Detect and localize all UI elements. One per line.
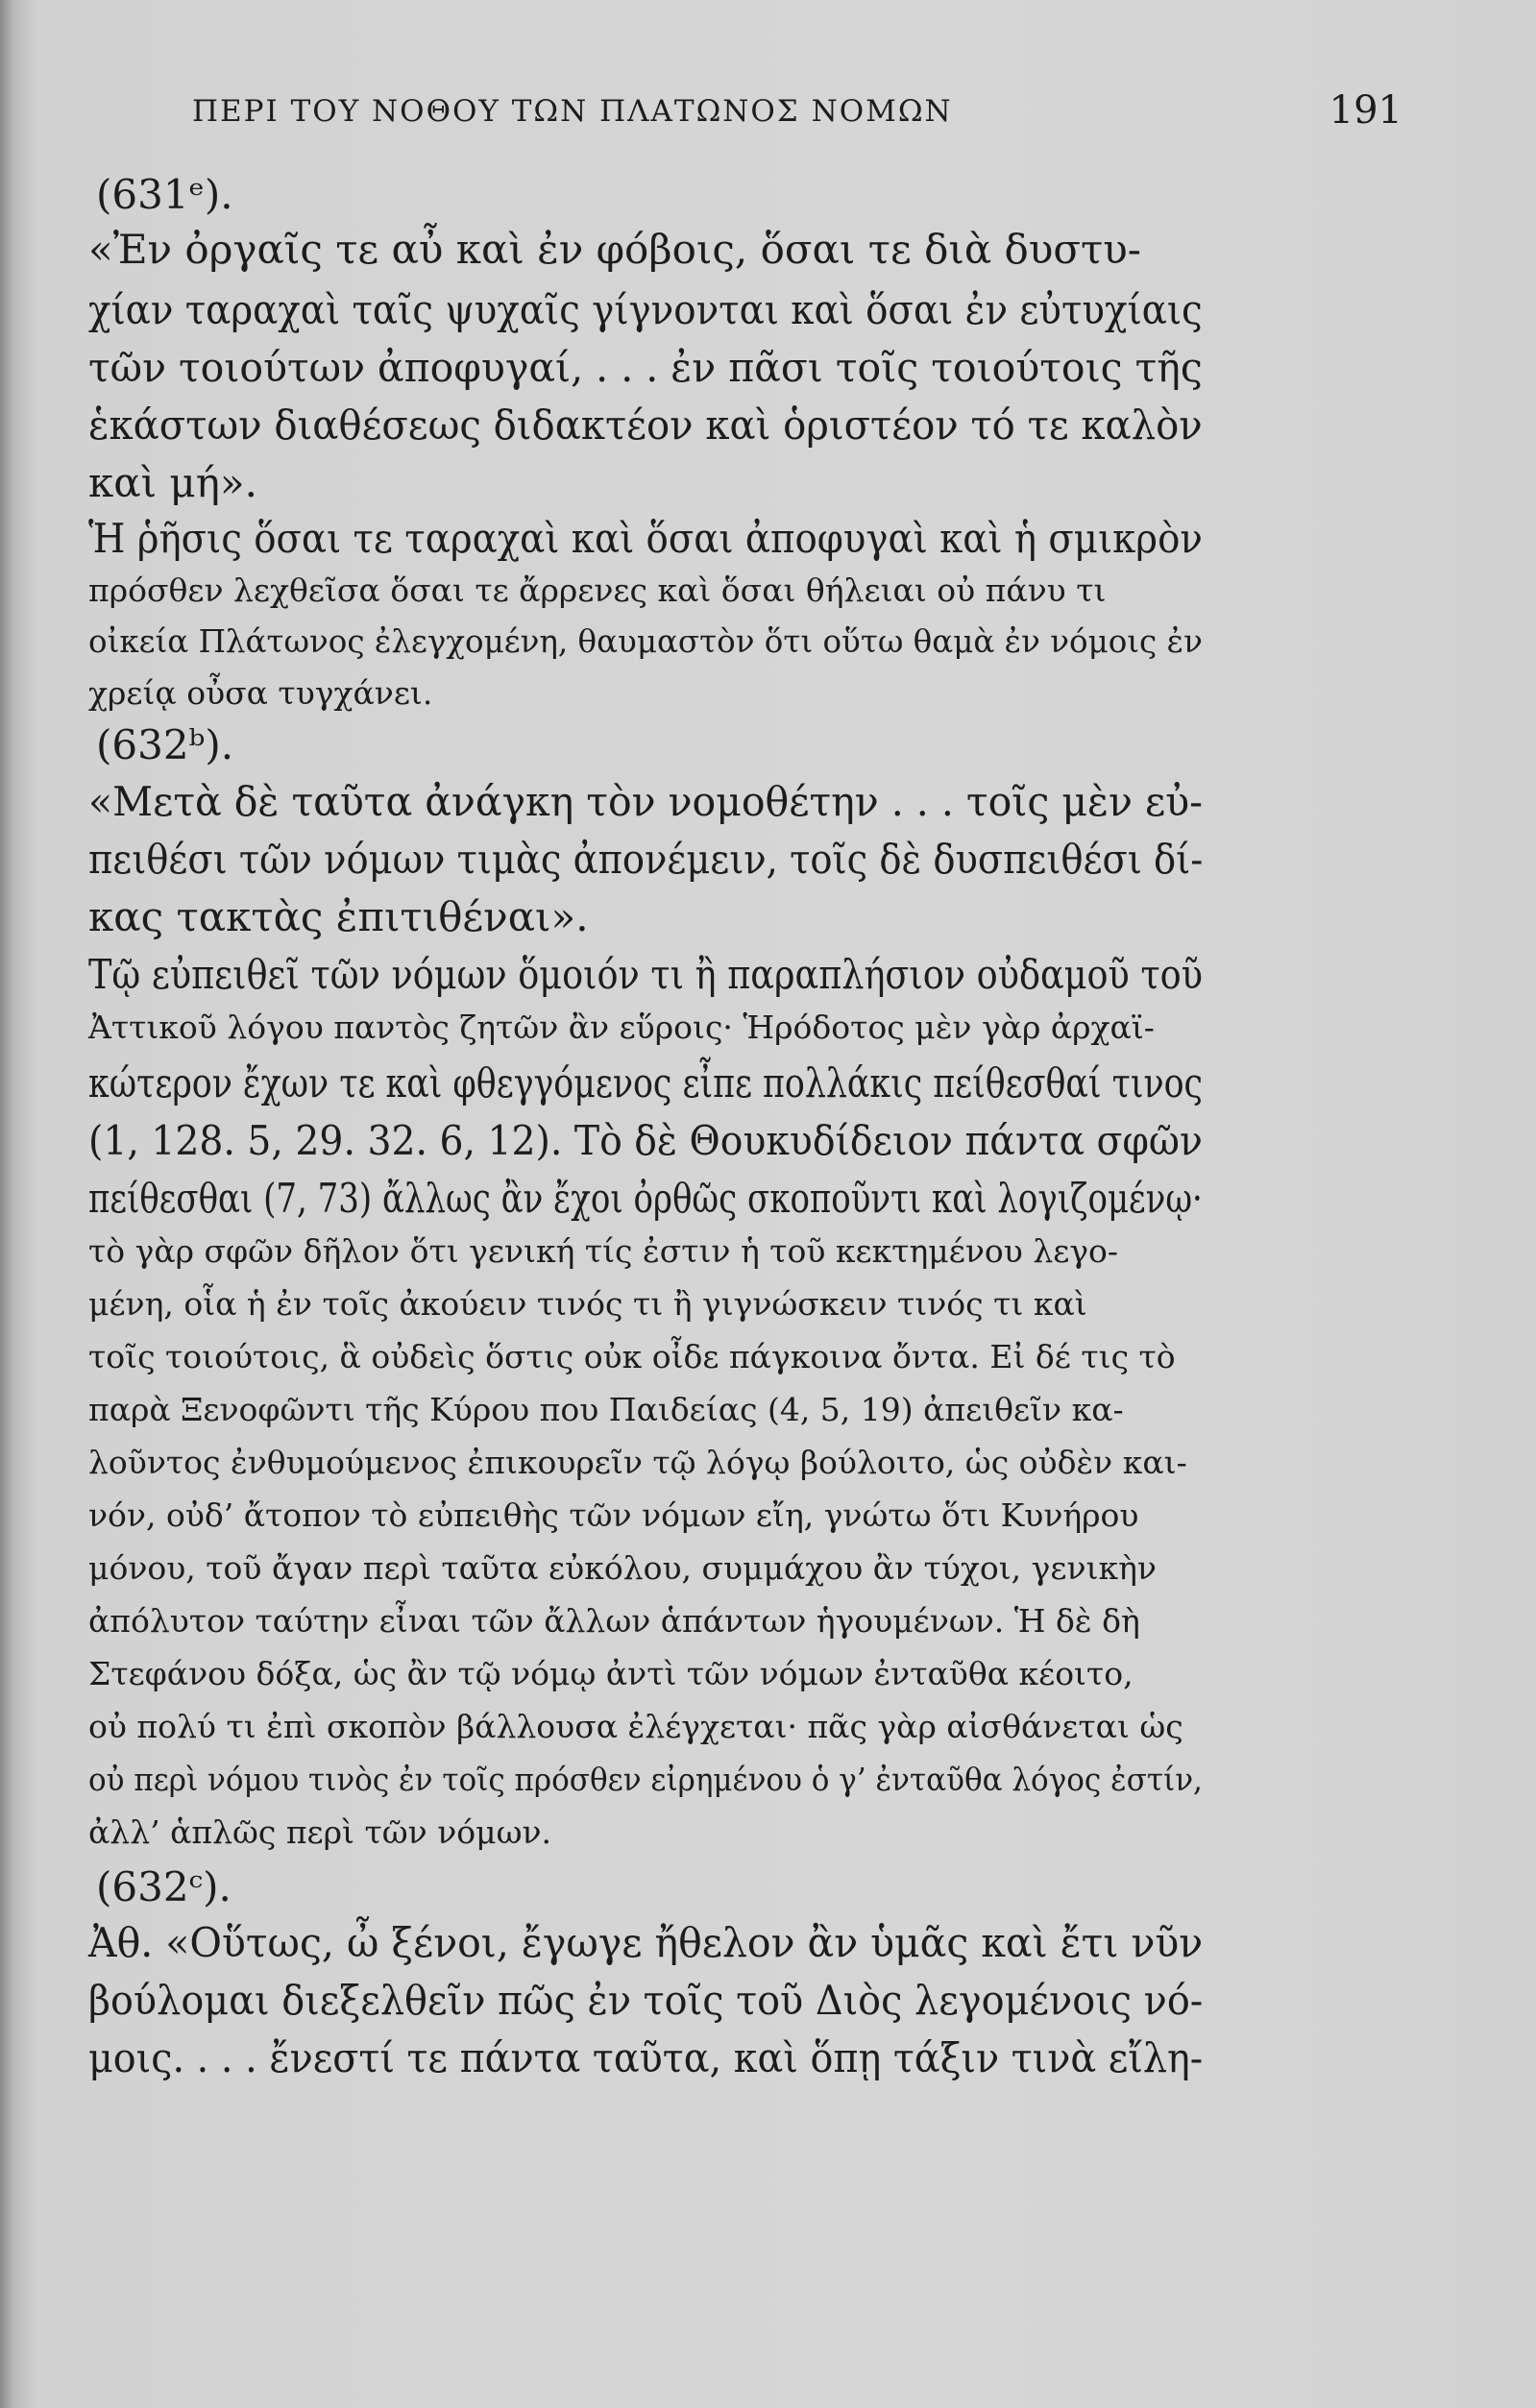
text-line: λοῦντος ἐνθυμούμενος ἐπικουρεῖν τῷ λόγῳ βούλοιτο, ὡς οὐδὲν και- xyxy=(88,1444,1187,1481)
text-line: Ἀττικοῦ λόγου παντὸς ζητῶν ἂν εὕροις· Ἡρόδοτος μὲν γὰρ ἀρχαϊ- xyxy=(88,1009,1155,1046)
text-line: ἑκάστων διαθέσεως διδακτέον καὶ ὁριστέον τό τε καλὸν xyxy=(88,401,1203,449)
text-line: (632ᶜ). xyxy=(96,1863,232,1910)
text-line: τῶν τοιούτων ἀποφυγαί, . . . ἐν πᾶσι τοῖς τοιούτοις τῆς xyxy=(88,344,1203,391)
text-line: κας τακτὰς ἐπιτιθέναι». xyxy=(88,893,589,940)
text-line: πείθεσθαι (7, 73) ἄλλως ἂν ἔχοι ὀρθῶς σκοποῦντι καὶ λογιζομένῳ· xyxy=(88,1175,1203,1222)
text-line: πρόσθεν λεχθεῖσα ὅσαι τε ἄρρενες καὶ ὅσαι θήλειαι οὐ πάνυ τι xyxy=(88,572,1107,609)
text-line: πειθέσι τῶν νόμων τιμὰς ἀπονέμειν, τοῖς δὲ δυσπειθέσι δί- xyxy=(88,836,1204,883)
text-line: βούλομαι διεξελθεῖν πῶς ἐν τοῖς τοῦ Διὸς λεγομένοις νό- xyxy=(88,1977,1204,2024)
text-line: Τῷ εὐπειθεῖ τῶν νόμων ὅμοιόν τι ἢ παραπλήσιον οὐδαμοῦ τοῦ xyxy=(88,951,1203,998)
text-line: κώτερον ἔχων τε καὶ φθεγγόμενος εἶπε πολλάκις πείθεσθαί τινος xyxy=(88,1059,1204,1107)
text-line: οὐ περὶ νόμου τινὸς ἐν τοῖς πρόσθεν εἰρημένου ὁ γ’ ἐνταῦθα λόγος ἐστίν, xyxy=(88,1761,1203,1798)
page-number: 191 xyxy=(1329,88,1402,133)
text-line: παρὰ Ξενοφῶντι τῆς Κύρου που Παιδείας (4, 5, 19) ἀπειθεῖν κα- xyxy=(88,1391,1124,1428)
text-line: Ἀθ. «Οὕτως, ὦ ξένοι, ἔγωγε ἤθελον ἂν ὑμᾶς καὶ ἔτι νῦν xyxy=(88,1919,1204,1966)
text-line: οὐ πολύ τι ἐπὶ σκοπὸν βάλλουσα ἐλέγχεται· πᾶς γὰρ αἰσθάνεται ὡς xyxy=(88,1708,1183,1745)
page-header xyxy=(192,88,1402,152)
text-line: Στεφάνου δόξα, ὡς ἂν τῷ νόμῳ ἀντὶ τῶν νόμων ἐνταῦθα κέοιτο, xyxy=(88,1655,1134,1692)
text-line: μένη, οἷα ἡ ἐν τοῖς ἀκούειν τινός τι ἢ γιγνώσκειν τινός τι καὶ xyxy=(88,1285,1087,1323)
text-line: ἀπόλυτον ταύτην εἶναι τῶν ἄλλων ἁπάντων ἡγουμένων. Ἡ δὲ δὴ xyxy=(88,1602,1140,1640)
text-line: «Μετὰ δὲ ταῦτα ἀνάγκη τὸν νομοθέτην . . . τοῖς μὲν εὐ- xyxy=(88,778,1204,825)
text-line: (1, 128. 5, 29. 32. 6, 12). Τὸ δὲ Θουκυδίδειον πάντα σφῶν xyxy=(88,1117,1203,1164)
text-line: χρείᾳ οὖσα τυγχάνει. xyxy=(88,674,433,712)
text-line: ἀλλ’ ἁπλῶς περὶ τῶν νόμων. xyxy=(88,1813,552,1851)
text-line: Ἡ ῥῆσις ὅσαι τε ταραχαὶ καὶ ὅσαι ἀποφυγαὶ καὶ ἡ σμικρὸν xyxy=(88,515,1203,562)
text-line: (631ᵉ). xyxy=(96,171,233,218)
text-line: μοις. . . . ἔνεστί τε πάντα ταῦτα, καὶ ὅπῃ τάξιν τινὰ εἴλη- xyxy=(88,2034,1204,2081)
text-line: «Ἐν ὀργαῖς τε αὖ καὶ ἐν φόβοις, ὅσαι τε διὰ δυστυ- xyxy=(88,226,1141,273)
running-title: ΠΕΡΙ ΤΟΥ ΝΟΘΟΥ ΤΩΝ ΠΛΑΤΩΝΟΣ ΝΟΜΩΝ xyxy=(192,94,953,129)
text-line: (632ᵇ). xyxy=(96,721,234,768)
text-line: μόνου, τοῦ ἄγαν περὶ ταῦτα εὐκόλου, συμμάχου ἂν τύχοι, γενικὴν xyxy=(88,1549,1157,1587)
text-line: τὸ γὰρ σφῶν δῆλον ὅτι γενική τίς ἐστιν ἡ τοῦ κεκτημένου λεγο- xyxy=(88,1232,1119,1270)
text-line: νόν, οὐδ’ ἄτοπον τὸ εὐπειθὴς τῶν νόμων εἴη, γνώτω ὅτι Κυνήρου xyxy=(88,1496,1139,1534)
text-line: χίαν ταραχαὶ ταῖς ψυχαῖς γίγνονται καὶ ὅσαι ἐν εὐτυχίαις xyxy=(88,286,1203,333)
text-line: τοῖς τοιούτοις, ἃ οὐδεὶς ὅστις οὐκ οἶδε πάγκοινα ὄντα. Εἰ δέ τις τὸ xyxy=(88,1338,1176,1375)
text-line: καὶ μή». xyxy=(88,459,257,506)
text-line: οἰκεία Πλάτωνος ἐλεγχομένη, θαυμαστὸν ὅτι οὕτω θαμὰ ἐν νόμοις ἐν xyxy=(88,622,1203,660)
